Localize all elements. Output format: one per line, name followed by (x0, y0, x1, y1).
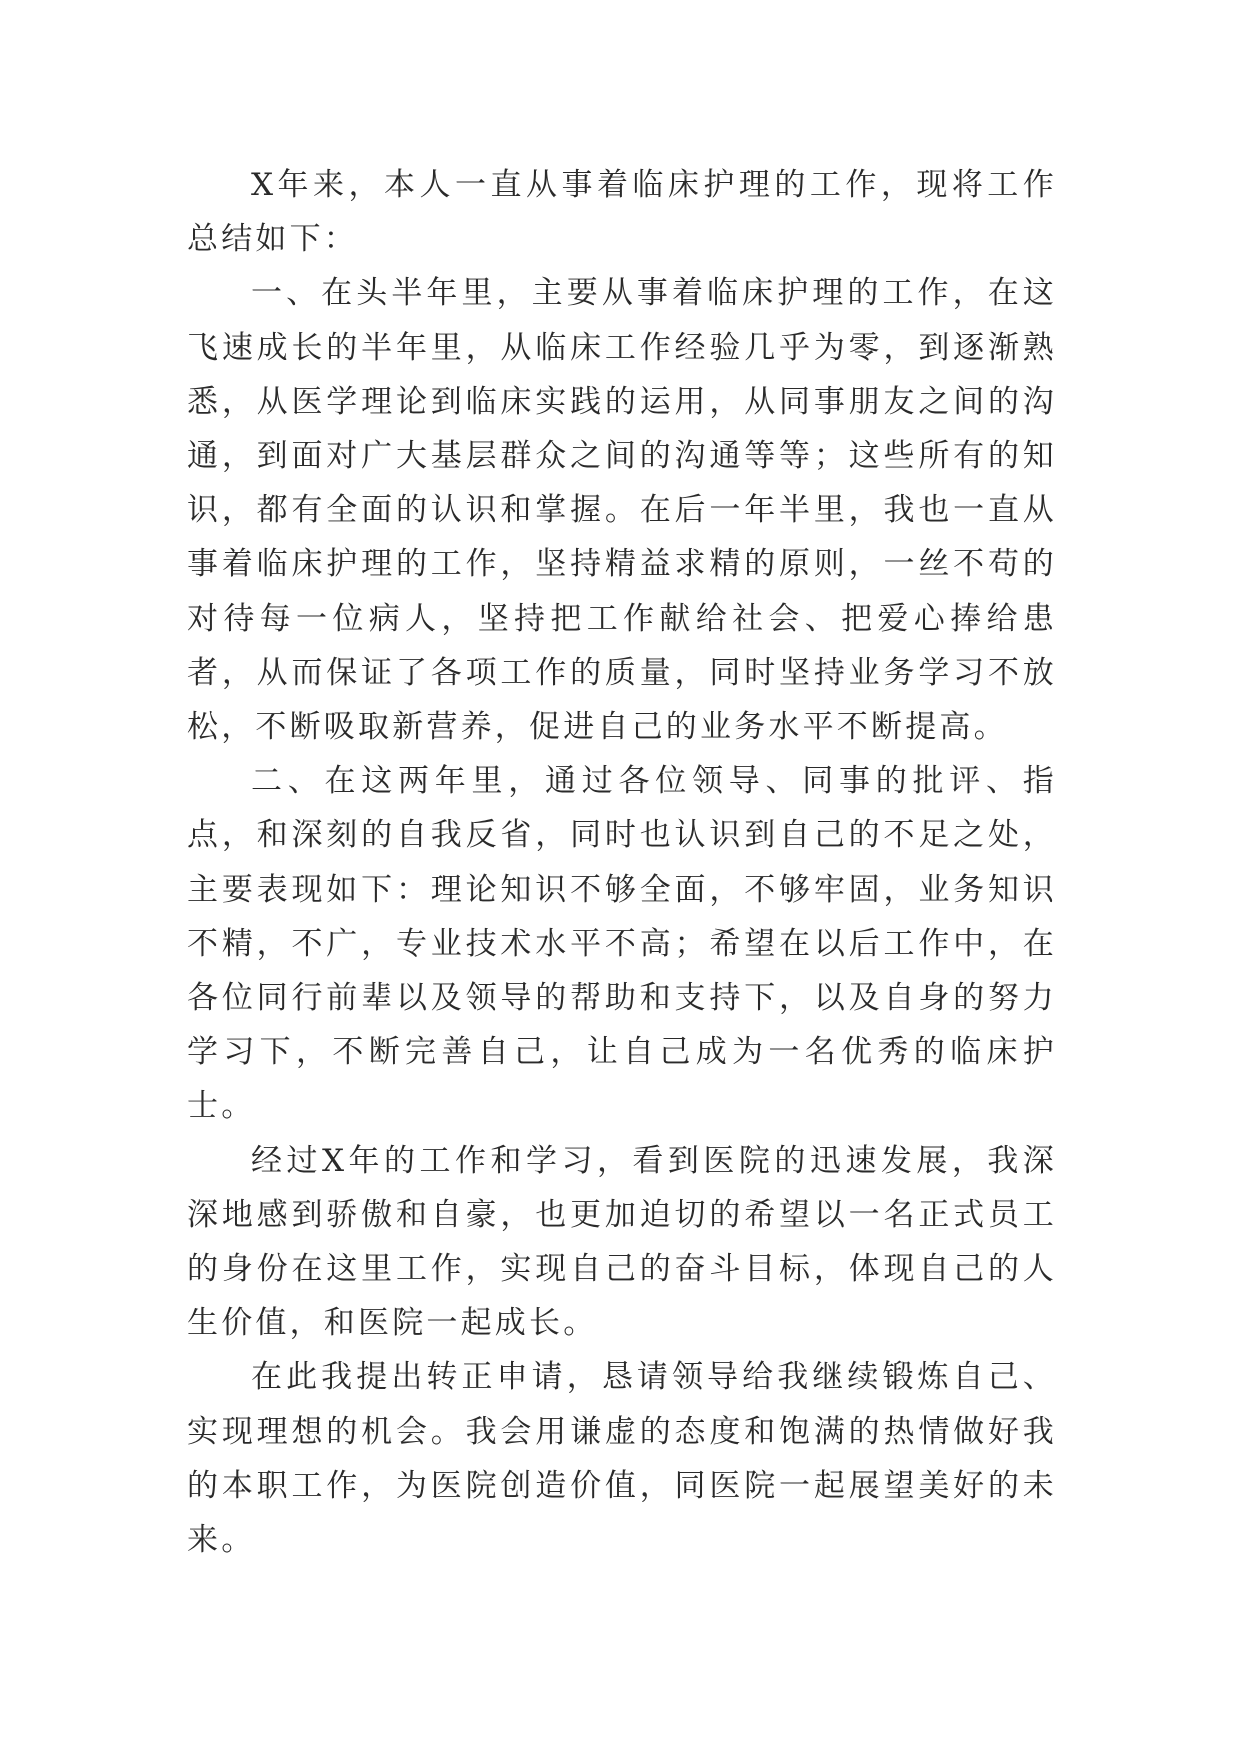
paragraph-section-one: 一、在头半年里，主要从事着临床护理的工作，在这飞速成长的半年里，从临床工作经验几乎为零，到逐渐熟悉，从医学理论到临床实践的运用，从同事朋友之间的沟通，到面对广大基层群众之间的沟通等等；这些所有的知识，都有全面的认识和掌握。在后一年半里，我也一直从事着临床护理的工作，坚持精益求精的原则，一丝不苟的对待每一位病人，坚持把工作献给社会、把爱心捧给患者，从而保证了各项工作的质量，同时坚持业务学习不放松，不断吸取新营养，促进自己的业务水平不断提高。 (187, 275, 1057, 746)
paragraph-intro: X年来，本人一直从事着临床护理的工作，现将工作总结如下： (187, 167, 1057, 258)
paragraph-reflection: 经过X年的工作和学习，看到医院的迅速发展，我深深地感到骄傲和自豪，也更加迫切的希望以一名正式员工的身份在这里工作，实现自己的奋斗目标，体现自己的人生价值，和医院一起成长。 (187, 1142, 1057, 1342)
document-body (187, 158, 1057, 1567)
paragraph-section-two: 二、在这两年里，通过各位领导、同事的批评、指点，和深刻的自我反省，同时也认识到自己的不足之处，主要表现如下：理论知识不够全面，不够牢固，业务知识不精，不广，专业技术水平不高；希望在以后工作中，在各位同行前辈以及领导的帮助和支持下，以及自身的努力学习下，不断完善自己，让自己成为一名优秀的临床护士。 (187, 763, 1057, 1125)
paragraph-conclusion: 在此我提出转正申请，恳请领导给我继续锻炼自己、实现理想的机会。我会用谦虚的态度和饱满的热情做好我的本职工作，为医院创造价值，同医院一起展望美好的未来。 (187, 1359, 1057, 1559)
